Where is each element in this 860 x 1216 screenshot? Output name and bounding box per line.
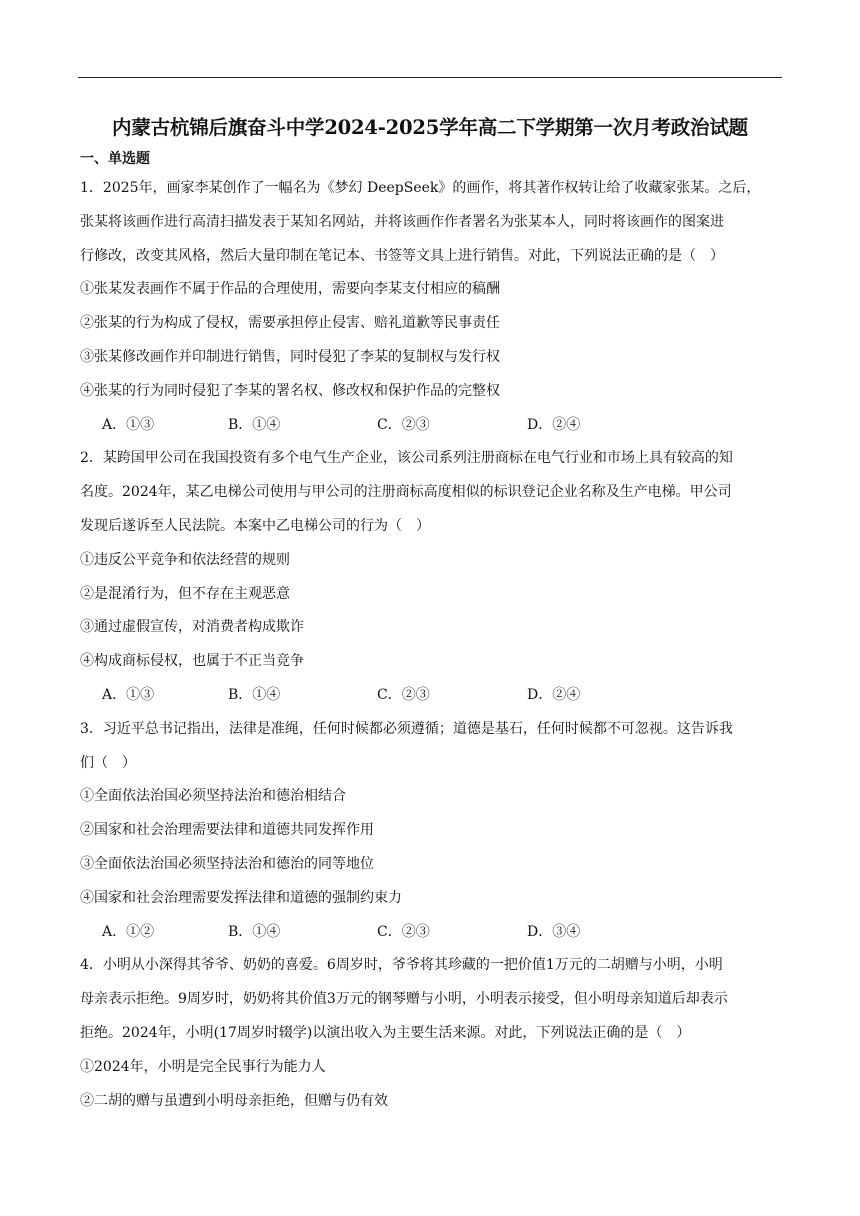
question-stem-line: 母亲表示拒绝。9周岁时，奶奶将其价值3万元的钢琴赠与小明，小明表示接受，但小明母亲知道后却表示 xyxy=(80,991,728,1008)
question-stem-line: 1．2025年，画家李某创作了一幅名为《梦幻 DeepSeek》的画作，将其著作权转让给了收藏家张某。之后， xyxy=(80,180,761,196)
answer-option: B．①④ xyxy=(228,923,281,940)
exam-title: 内蒙古杭锦后旗奋斗中学2024-2025学年高二下学期第一次月考政治试题 xyxy=(112,116,748,139)
statement-item: ②国家和社会治理需要法律和道德共同发挥作用 xyxy=(80,822,374,839)
question-stem-line: 发现后遂诉至人民法院。本案中乙电梯公司的行为（ ） xyxy=(80,517,430,534)
answer-option: C．②③ xyxy=(377,686,430,703)
question-1 xyxy=(80,176,780,446)
statement-item: ②张某的行为构成了侵权，需要承担停止侵害、赔礼道歉等民事责任 xyxy=(80,315,500,332)
question-stem-line: 4．小明从小深得其爷爷、奶奶的喜爱。6周岁时，爷爷将其珍藏的一把价值1万元的二胡赠与小明，小明 xyxy=(80,957,723,974)
question-3 xyxy=(80,717,780,954)
answer-options xyxy=(80,920,780,954)
statement-item: ②二胡的赠与虽遭到小明母亲拒绝，但赠与仍有效 xyxy=(80,1092,388,1109)
question-list xyxy=(80,176,780,1122)
statement-item: ③全面依法治国必须坚持法治和德治的同等地位 xyxy=(80,855,374,872)
answer-options xyxy=(80,413,780,447)
section-heading: 一、单选题 xyxy=(80,151,150,167)
statement-item: ③张某修改画作并印制进行销售，同时侵犯了李某的复制权与发行权 xyxy=(80,348,500,365)
answer-option: D．②④ xyxy=(527,686,581,703)
question-stem-line: 2．某跨国甲公司在我国投资有多个电气生产企业，该公司系列注册商标在电气行业和市场上具有较高的知 xyxy=(80,450,733,467)
answer-option: B．①④ xyxy=(228,686,281,703)
statement-item: ①张某发表画作不属于作品的合理使用，需要向李某支付相应的稿酬 xyxy=(80,281,500,298)
question-stem-line: 拒绝。2024年，小明(17周岁时辍学)以演出收入为主要生活来源。对此，下列说法正确的是（ ） xyxy=(80,1024,691,1041)
question-stem-line: 3．习近平总书记指出，法律是准绳，任何时候都必须遵循；道德是基石，任何时候都不可忽视。这告诉我 xyxy=(80,720,733,737)
statement-item: ①全面依法治国必须坚持法治和德治相结合 xyxy=(80,788,346,805)
answer-option: C．②③ xyxy=(377,416,430,433)
answer-option: A．①③ xyxy=(102,416,155,433)
statement-item: ③通过虚假宣传，对消费者构成欺诈 xyxy=(80,619,304,636)
question-2 xyxy=(80,446,780,716)
statement-item: ④张某的行为同时侵犯了李某的署名权、修改权和保护作品的完整权 xyxy=(80,382,500,399)
answer-option: D．②④ xyxy=(527,416,581,433)
answer-option: C．②③ xyxy=(377,923,430,940)
statement-item: ①2024年，小明是完全民事行为能力人 xyxy=(80,1058,326,1075)
statement-item: ①违反公平竞争和依法经营的规则 xyxy=(80,551,290,568)
question-4 xyxy=(80,953,780,1122)
statement-item: ④构成商标侵权，也属于不正当竞争 xyxy=(80,653,304,670)
answer-option: A．①② xyxy=(102,923,155,940)
statement-item: ④国家和社会治理需要发挥法律和道德的强制约束力 xyxy=(80,889,402,906)
answer-option: B．①④ xyxy=(228,416,281,433)
answer-options xyxy=(80,683,780,717)
question-stem-line: 张某将该画作进行高清扫描发表于某知名网站，并将该画作作者署名为张某本人，同时将该画作的图案进 xyxy=(80,213,724,230)
header-rule xyxy=(78,77,782,78)
question-stem-line: 们（ ） xyxy=(80,754,136,771)
statement-item: ②是混淆行为，但不存在主观恶意 xyxy=(80,585,290,602)
question-stem-line: 名度。2024年，某乙电梯公司使用与甲公司的注册商标高度相似的标识登记企业名称及生产电梯。甲公司 xyxy=(80,484,732,501)
question-stem-line: 行修改，改变其风格，然后大量印制在笔记本、书签等文具上进行销售。对此，下列说法正确的是（ ） xyxy=(80,247,724,264)
answer-option: A．①③ xyxy=(102,686,155,703)
answer-option: D．③④ xyxy=(527,923,581,940)
